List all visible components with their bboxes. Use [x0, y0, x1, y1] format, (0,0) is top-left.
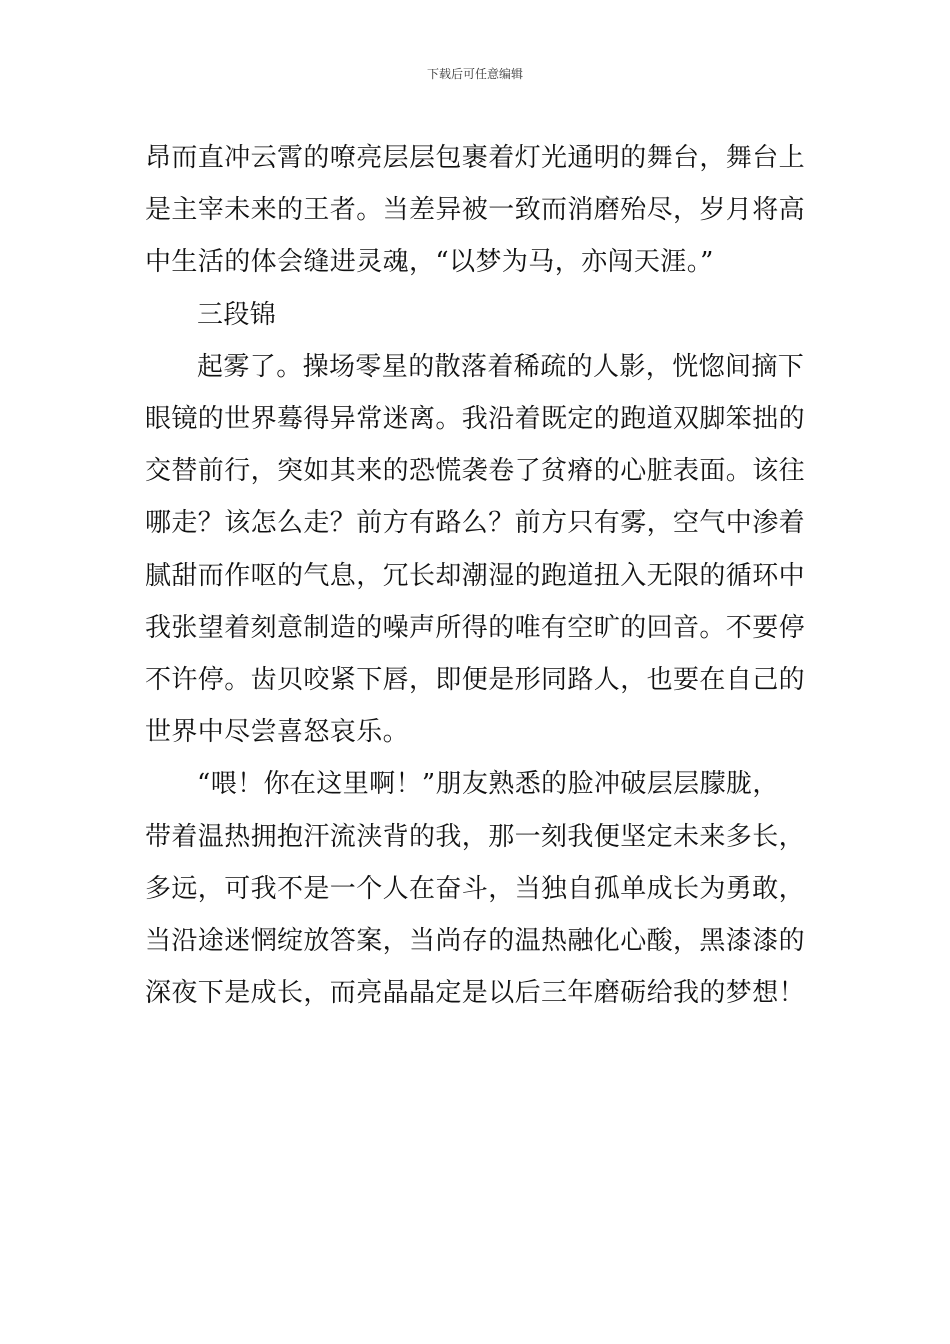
- text-line: 中生活的体会缝进灵魂，“以梦为马，亦闯天涯。”: [145, 247, 714, 278]
- text-line: 哪走？该怎么走？前方有路么？前方只有雾，空气中渗着: [145, 508, 806, 539]
- text-line: 起雾了。操场零星的散落着稀疏的人影，恍惚间摘下: [197, 351, 805, 382]
- text-line: 腻甜而作呕的气息，冗长却潮湿的跑道扭入无限的循环中: [145, 560, 806, 591]
- text-line: 当沿途迷惘绽放答案，当尚存的温热融化心酸，黑漆漆的: [145, 926, 806, 957]
- text-line: 是主宰未来的王者。当差异被一致而消磨殆尽，岁月将高: [145, 195, 806, 226]
- text-line: 我张望着刻意制造的噪声所得的唯有空旷的回音。不要停: [145, 612, 806, 643]
- paragraph-1: [145, 132, 807, 289]
- text-line: 深夜下是成长，而亮晶晶定是以后三年磨砺给我的梦想！: [145, 978, 806, 1009]
- document-body: [145, 132, 807, 1019]
- text-line: 多远，可我不是一个人在奋斗，当独自孤单成长为勇敢，: [145, 873, 806, 904]
- heading-text: 三段锦: [197, 299, 277, 330]
- paragraph-4: [145, 758, 807, 1019]
- text-line: 世界中尽尝喜怒哀乐。: [145, 717, 410, 748]
- text-line: 不许停。齿贝咬紧下唇，即便是形同路人，也要在自己的: [145, 665, 806, 696]
- page-header: 下载后可任意编辑: [426, 67, 523, 81]
- section-heading: [145, 289, 807, 341]
- text-line: “喂！你在这里啊！”朋友熟悉的脸冲破层层朦胧，: [197, 769, 779, 800]
- text-line: 带着温热拥抱汗流浃背的我，那一刻我便坚定未来多长，: [145, 821, 806, 852]
- text-line: 交替前行，突如其来的恐慌袭卷了贫瘠的心脏表面。该往: [145, 456, 806, 487]
- paragraph-3: [145, 341, 807, 759]
- text-line: 昂而直冲云霄的嘹亮层层包裹着灯光通明的舞台，舞台上: [145, 143, 806, 173]
- text-line: 眼镜的世界蓦得异常迷离。我沿着既定的跑道双脚笨拙的: [145, 404, 806, 435]
